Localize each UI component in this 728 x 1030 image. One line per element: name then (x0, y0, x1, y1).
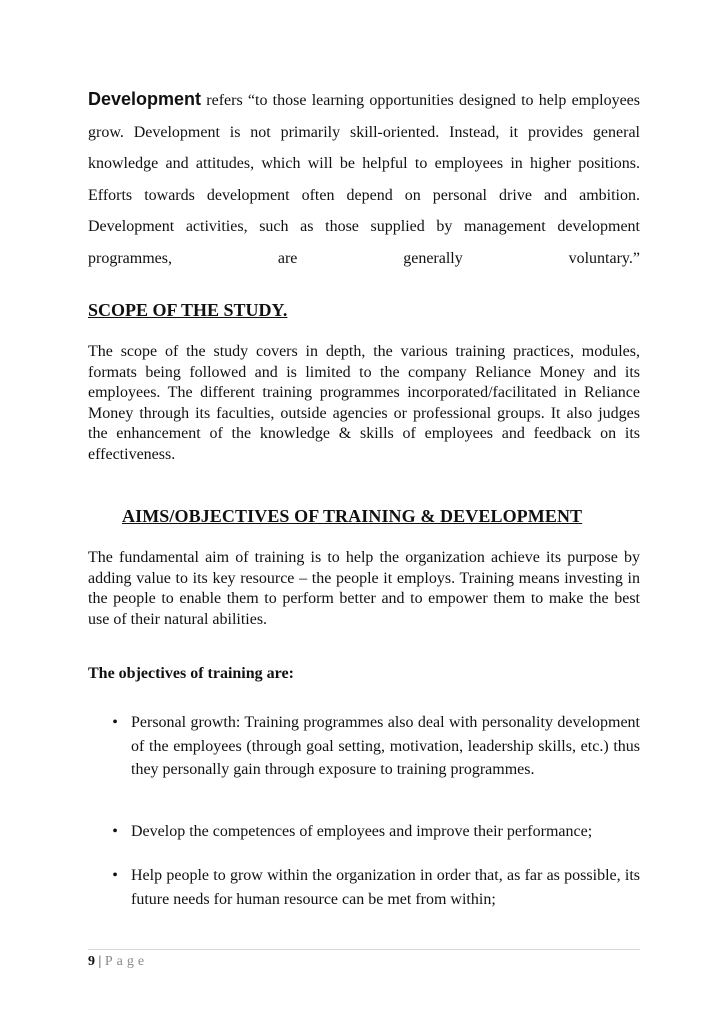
objectives-heading: The objectives of training are: (88, 665, 294, 682)
scope-heading: SCOPE OF THE STUDY. (88, 300, 288, 320)
page-number: 9 (88, 954, 95, 969)
development-term: Development (88, 89, 202, 109)
aims-heading: AIMS/OBJECTIVES OF TRAINING & DEVELOPMENT (122, 506, 583, 526)
footer-separator: | (95, 954, 105, 969)
page-footer (88, 954, 148, 970)
development-paragraph (88, 84, 640, 274)
objective-text: Develop the competences of employees and improve their performance; (131, 823, 593, 840)
scope-paragraph: The scope of the study covers in depth, the various training practices, modules, formats being followed and is limited to the company Reliance Money and its employees. The different training programmes incorporated/facilitated in Reliance Money through its faculties, outside agencies or professional groups. It also judges the enhancement of the knowledge & skills of employees and feedback on its effectiveness. (88, 343, 640, 463)
objective-text: Help people to grow within the organization in order that, as far as possible, its future needs for human resource can be met from within; (131, 867, 640, 908)
bullet-icon: • (112, 823, 118, 840)
bullet-icon: • (112, 867, 118, 884)
page-label: Page (104, 954, 149, 969)
aims-paragraph: The fundamental aim of training is to help the organization achieve its purpose by adding value to its key resource – the people it employs. Training means investing in the people to enable them to perform better and to empower them to make the best use of their natural abilities. (88, 549, 640, 628)
footer-divider (88, 949, 640, 950)
development-text: refers “to those learning opportunities designed to help employees grow. Development is not primarily skill-oriented. Instead, it provides general knowledge and attitudes, which will be helpful to employees in higher positions. Efforts towards development often depend on personal drive and ambition. Development activities, such as those supplied by management development programmes, are generally voluntary.” (88, 92, 640, 267)
bullet-icon: • (112, 714, 118, 731)
objective-text: Personal growth: Training programmes also deal with personality development of the employees (through goal setting, motivation, leadership skills, etc.) thus they personally gain through exposure to training programmes. (131, 714, 640, 778)
